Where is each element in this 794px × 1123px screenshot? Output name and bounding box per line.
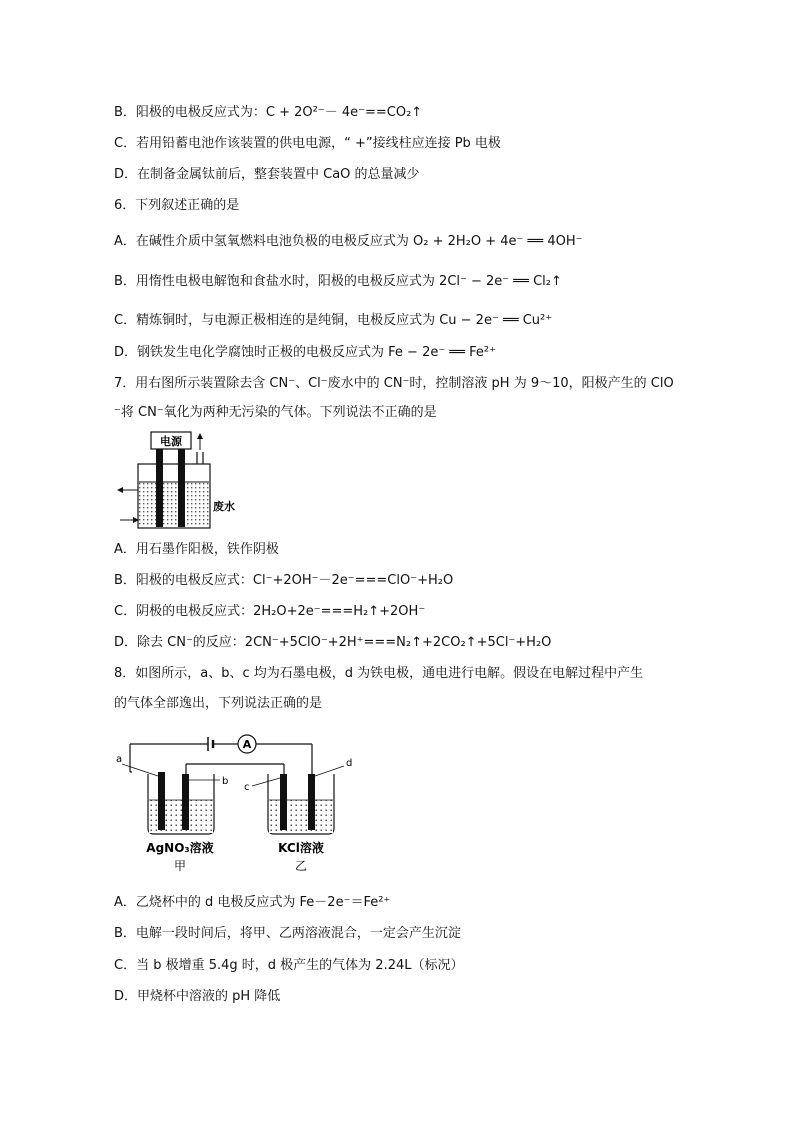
q7-stem-line1: 7．用右图所示装置除去含 CN⁻、Cl⁻废水中的 CN⁻时，控制溶液 pH 为 9～10，阳极产生的 ClO — [114, 376, 674, 391]
q6-option-a: A．在碱性介质中氢氧燃料电池负极的电极反应式为 O₂ + 2H₂O + 4e⁻ ══ 4OH⁻ — [114, 234, 583, 249]
q8-electrode-b-label: b — [222, 776, 229, 787]
q7-option-a: A．用石墨作阳极，铁作阴极 — [114, 542, 279, 557]
q7-stem-line2: ⁻将 CN⁻氧化为两种无污染的气体。下列说法不正确的是 — [114, 405, 437, 420]
q8-electrode-d-label: d — [346, 758, 353, 769]
q5-option-c: C．若用铅蓄电池作该装置的供电电源，“ +”接线柱应连接 Pb 电极 — [114, 136, 501, 151]
q6-option-b: B．用惰性电极电解饱和食盐水时，阳极的电极反应式为 2Cl⁻ − 2e⁻ ══ Cl₂↑ — [114, 274, 562, 289]
q8-option-d: D．甲烧杯中溶液的 pH 降低 — [114, 989, 281, 1004]
q8-option-a: A．乙烧杯中的 d 电极反应式为 Fe－2e⁻＝Fe²⁺ — [114, 895, 391, 910]
q8-stem-line2: 的气体全部逸出，下列说法正确的是 — [114, 696, 323, 711]
q6-stem: 6．下列叙述正确的是 — [114, 198, 240, 213]
q8-stem-line1: 8．如图所示，a、b、c 均为石墨电极，d 为铁电极，通电进行电解。假设在电解过程中产生 — [114, 666, 644, 681]
q6-option-c: C．精炼铜时，与电源正极相连的是纯铜，电极反应式为 Cu − 2e⁻ ══ Cu²⁺ — [114, 313, 553, 328]
q5-option-b: B．阳极的电极反应式为：C + 2O²⁻－ 4e⁻==CO₂↑ — [114, 105, 423, 120]
q8-left-beaker-name: 甲 — [173, 859, 187, 873]
q6-option-d: D．钢铁发生电化学腐蚀时正极的电极反应式为 Fe − 2e⁻ ══ Fe²⁺ — [114, 345, 496, 360]
q8-option-b: B．电解一段时间后，将甲、乙两溶液混合，一定会产生沉淀 — [114, 926, 461, 941]
q8-right-beaker-name: 乙 — [294, 859, 308, 873]
q8-electrolysis-figure — [114, 728, 364, 876]
q7-electrolysis-figure — [114, 430, 244, 536]
q7-option-c: C．阴极的电极反应式：2H₂O+2e⁻===H₂↑+2OH⁻ — [114, 604, 426, 619]
q7-power-label: 电源 — [160, 435, 182, 448]
q8-right-solution-label: KCl溶液 — [278, 841, 324, 855]
q7-option-d: D．除去 CN⁻的反应：2CN⁻+5ClO⁻+2H⁺===N₂↑+2CO₂↑+5Cl⁻+H₂O — [114, 635, 552, 650]
q8-ammeter-label: A — [242, 738, 252, 751]
q8-option-c: C．当 b 极增重 5.4g 时，d 极产生的气体为 2.24L（标况） — [114, 958, 464, 973]
q5-option-d: D．在制备金属钛前后，整套装置中 CaO 的总量减少 — [114, 167, 420, 182]
q7-option-b: B．阳极的电极反应式：Cl⁻+2OH⁻－2e⁻===ClO⁻+H₂O — [114, 573, 454, 588]
q7-wastewater-label: 废水 — [213, 500, 235, 513]
q8-electrode-a-label: a — [116, 754, 123, 765]
q8-electrode-c-label: c — [244, 782, 250, 793]
q8-left-solution-label: AgNO₃溶液 — [146, 841, 214, 855]
